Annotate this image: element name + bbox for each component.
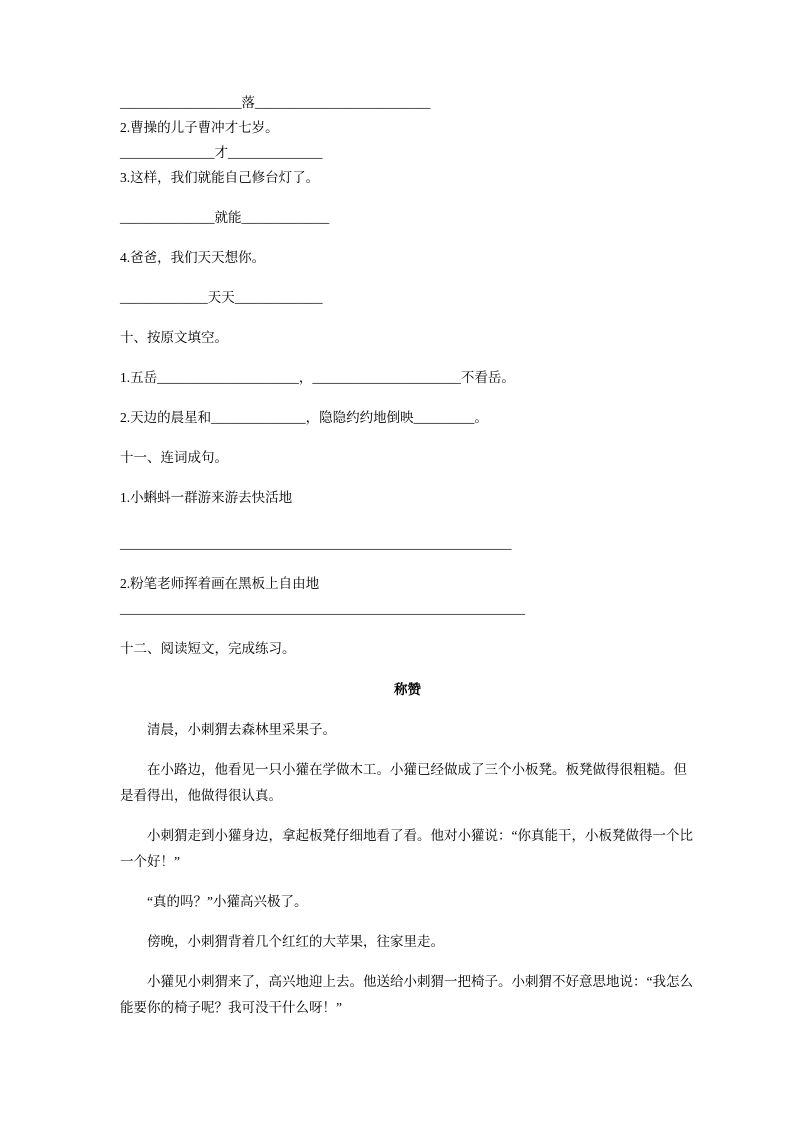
section-10-heading: 十、按原文填空。 <box>120 330 228 345</box>
blank-line-luo: __________________落__________________________ <box>120 95 431 110</box>
story-paragraph-5: 傍晚，小刺猬背着几个红红的大苹果，往家里走。 <box>147 934 444 949</box>
story-paragraph-6: 小獾见小刺猬来了，高兴地迎上去。他送给小刺猬一把椅子。小刺猬不好意思地说：“我怎么能要你的椅子呢？我可没干什么呀！” <box>120 974 693 1015</box>
arrange-item-2: 2.粉笔老师挥着画在黑板上自由地 <box>120 576 320 591</box>
rewrite-item-4: 4.爸爸，我们天天想你。 <box>120 250 266 265</box>
answer-line-2: ____________________________________________________________ <box>120 601 525 616</box>
fill-item-2: 2.天边的晨星和______________，隐隐约约地倒映_________。 <box>120 410 488 425</box>
rewrite-item-3: 3.这样，我们就能自己修台灯了。 <box>120 170 320 185</box>
story-paragraph-2: 在小路边，他看见一只小獾在学做木工。小獾已经做成了三个小板凳。板凳做得很粗糙。但是看得出，他做得很认真。 <box>120 762 687 803</box>
story-paragraph-1: 清晨，小刺猬去森林里采果子。 <box>147 722 336 737</box>
rewrite-item-2: 2.曹操的儿子曹冲才七岁。 <box>120 120 279 135</box>
story-paragraph-3: 小刺猬走到小獾身边，拿起板凳仔细地看了看。他对小獾说：“你真能干，小板凳做得一个比一个好！” <box>120 828 693 869</box>
document-body <box>120 90 695 1021</box>
section-12-heading: 十二、阅读短文，完成练习。 <box>120 641 296 656</box>
fill-item-1: 1.五岳_____________________，______________________不看岳。 <box>120 370 515 385</box>
answer-line-1: __________________________________________________________ <box>120 536 512 551</box>
blank-line-jiuneng: ______________就能_____________ <box>120 210 330 225</box>
section-11-heading: 十一、连词成句。 <box>120 450 228 465</box>
blank-line-tiantian: _____________天天_____________ <box>120 290 323 305</box>
arrange-item-1: 1.小蝌蚪一群游来游去快活地 <box>120 490 293 505</box>
story-title: 称赞 <box>394 682 421 697</box>
story-paragraph-4: “真的吗？”小獾高兴极了。 <box>147 894 308 909</box>
blank-line-cai: ______________才______________ <box>120 145 323 160</box>
